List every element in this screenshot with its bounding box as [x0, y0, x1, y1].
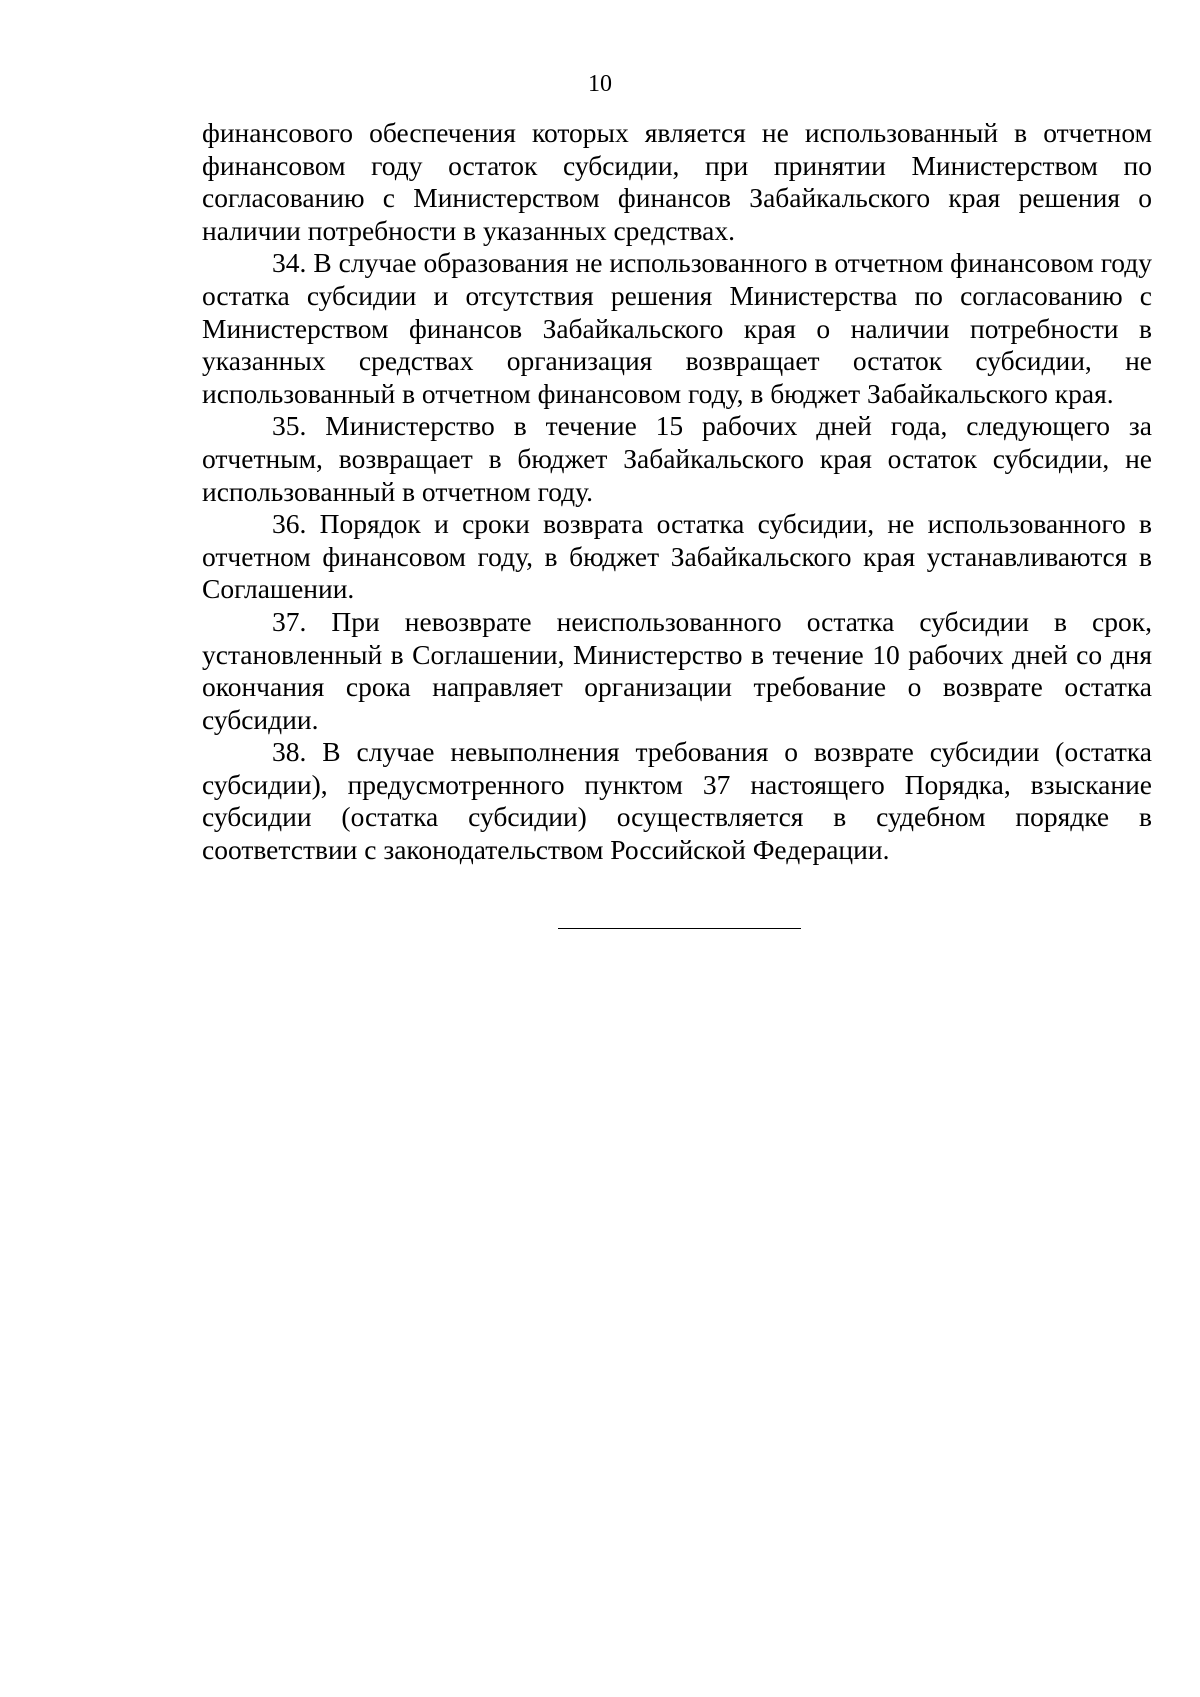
- document-body: [202, 117, 1152, 867]
- page-number: 10: [588, 71, 612, 97]
- paragraph-38: 38. В случае невыполнения требования о возврате субсидии (остатка субсидии), предусмотренного пунктом 37 настоящего Порядка, взыскание субсидии (остатка субсидии) осуществляется в судебном порядке в соответствии с законодательством Российской Федерации.: [202, 736, 1152, 866]
- paragraph-continuation: финансового обеспечения которых является не использованный в отчетном финансовом году остаток субсидии, при принятии Министерством по согласованию с Министерством финансов Забайкальского края решения о наличии потребности в указанных средствах.: [202, 117, 1152, 246]
- paragraph-36: 36. Порядок и сроки возврата остатка субсидии, не использованного в отчетном финансовом году, в бюджет Забайкальского края устанавливаются в Соглашении.: [202, 508, 1152, 605]
- end-of-document-line: [558, 928, 801, 929]
- paragraph-35: 35. Министерство в течение 15 рабочих дней года, следующего за отчетным, возвращает в бюджет Забайкальского края остаток субсидии, не использованный в отчетном году.: [202, 410, 1152, 507]
- paragraph-34: 34. В случае образования не использованного в отчетном финансовом году остатка субсидии и отсутствия решения Министерства по согласованию с Министерством финансов Забайкальского края о наличии потребности в указанных средствах организация возвращает остаток субсидии, не использованный в отчетном финансовом году, в бюджет Забайкальского края.: [202, 247, 1152, 409]
- paragraph-37: 37. При невозврате неиспользованного остатка субсидии в срок, установленный в Соглашении, Министерство в течение 10 рабочих дней со дня окончания срока направляет организации требование о возврате остатка субсидии.: [202, 605, 1152, 735]
